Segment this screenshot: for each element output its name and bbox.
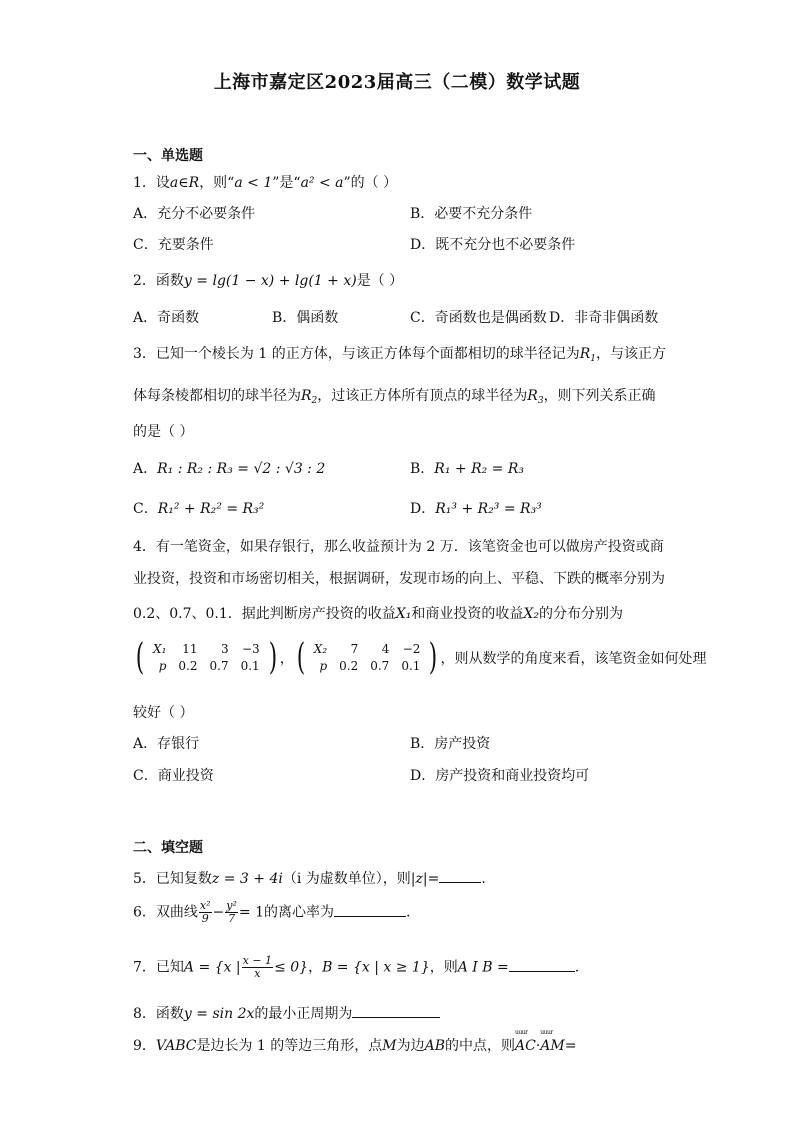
q4-option-a: A．存银行	[133, 736, 200, 752]
q3-option-b: B．R₁ + R₂ = R₃	[410, 461, 525, 477]
page-title: 上海市嘉定区2023届高三（二模）数学试题	[213, 72, 581, 93]
q3-option-d: D．R₁³ + R₂³ = R₃³	[410, 501, 542, 517]
question-4-line-1: 4．有一笔资金，如果存银行，那么收益预计为 2 万．该笔资金也可以做房产投资或商	[133, 539, 664, 555]
q4-option-c: C．商业投资	[133, 768, 214, 784]
question-6: 6．双曲线 $\frac{\text{x²}}{9}$ − $\frac{\text{y²}}{7}$ = 1的离心率为 .	[133, 899, 411, 925]
question-4-line-3: 0.2、0.7、0.1．据此判断房产投资的收益X₁和商业投资的收益X₂的分布分别为	[133, 606, 623, 622]
q2-option-b: B．偶函数	[272, 310, 339, 326]
q4-option-d: D．房产投资和商业投资均可	[410, 768, 590, 784]
question-2-stem: 2．函数y = lg(1 − x) + lg(1 + x)是（ ）	[133, 273, 404, 289]
question-3-line-2: 体每条棱都相切的球半径为$R_2$，过该正方体所有顶点的球半径为$R_3$，则下列关系正确	[133, 388, 656, 406]
question-9: 9．VABC是边长为 1 的等边三角形，点M为边AB的中点，则uuur AC·uuur AM=	[133, 1035, 576, 1055]
q4-option-b: B．房产投资	[410, 736, 491, 752]
question-4-distribution-line: ( X₁ 11 3 −3 p 0.2 0.7 0.1 ) ，( X₂ 7 4 −2 p 0.2 0.7 0.1 ) ，则从数学的角度来看，该笔资金如何处理	[135, 637, 707, 678]
question-8: 8．函数y = sin 2x的最小正周期为	[133, 1003, 440, 1023]
section-heading-single-choice: 一、单选题	[133, 148, 203, 164]
q2-option-d: D．非奇非偶函数	[549, 310, 659, 326]
q1-option-c: C．充要条件	[133, 237, 214, 253]
question-7: 7．已知A = {x | $\frac{x - 1}{x}$ ≤ 0}，B = {x | x ≥ 1}，则A I B = .	[133, 954, 580, 980]
q1-option-d: D．既不充分也不必要条件	[410, 237, 576, 253]
question-4-line-5: 较好（ ）	[133, 705, 194, 721]
q3-option-a: A．R₁ : R₂ : R₃ = √2 : √3 : 2	[133, 461, 326, 477]
question-5: 5．已知复数z = 3 + 4i（i 为虚数单位），则|z|= .	[133, 868, 486, 888]
distribution-table-x2: X₂ 7 4 −2 p 0.2 0.7 0.1	[313, 642, 421, 673]
question-4-line-2: 业投资，投资和市场密切相关，根据调研，发现市场的向上、平稳、下跌的概率分别为	[133, 571, 665, 587]
answer-blank	[439, 868, 481, 883]
question-3-line-3: 的是（ ）	[133, 424, 194, 440]
answer-blank	[509, 957, 575, 972]
answer-blank	[352, 1003, 440, 1018]
question-1-stem: 1．设a∈R，则“a < 1”是“a² < a”的（ ）	[133, 175, 398, 191]
distribution-table-x1: X₁ 11 3 −3 p 0.2 0.7 0.1	[153, 642, 260, 673]
q1-option-b: B．必要不充分条件	[410, 206, 533, 222]
q1-option-a: A．充分不必要条件	[133, 206, 256, 222]
q3-option-c: C．R₁² + R₂² = R₃²	[133, 501, 265, 517]
q2-option-c: C．奇函数也是偶函数	[410, 310, 547, 326]
section-heading-fill-in: 二、填空题	[133, 840, 203, 856]
q2-option-a: A．奇函数	[133, 310, 200, 326]
answer-blank	[334, 902, 406, 917]
question-3-line-1: 3．已知一个棱长为 1 的正方体，与该正方体每个面都相切的球半径记为$R_1$，与该正方	[133, 346, 666, 364]
